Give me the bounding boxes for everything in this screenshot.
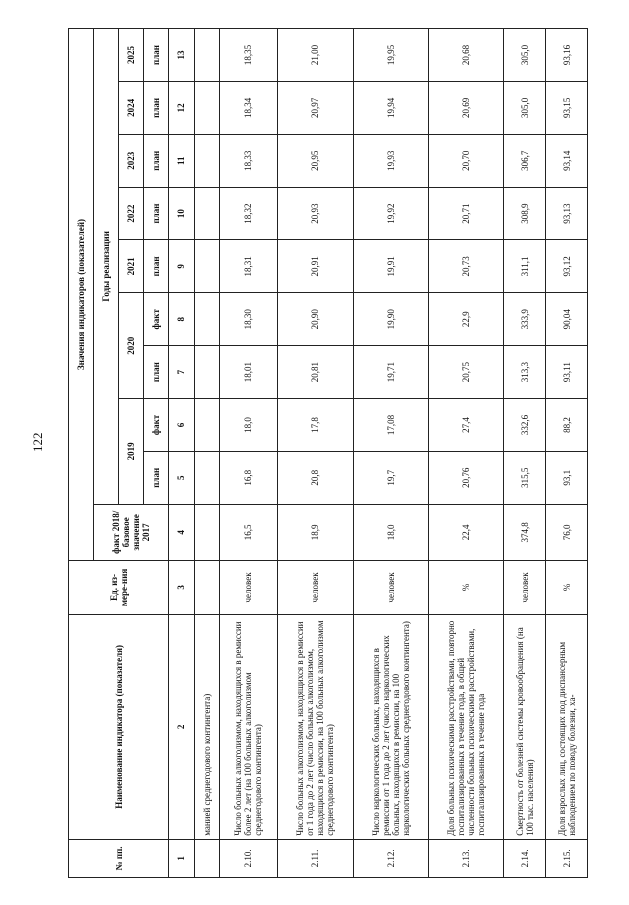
index-cell: 2 — [169, 614, 194, 839]
header-num: № пп. — [69, 839, 169, 877]
index-cell: 12 — [169, 81, 194, 134]
row-value: 19,71 — [353, 346, 428, 399]
row-number: 2.13. — [428, 839, 503, 877]
table-row — [428, 29, 503, 878]
row-indicator-name: Доля взрослых лиц, состоящих под диспансерным наблюдением по поводу болезни, ха- — [546, 614, 588, 839]
row-value: 306,7 — [504, 134, 546, 187]
row-value: 20,70 — [428, 134, 503, 187]
header-fact-base: факт 2018/базовое значение 2017 — [94, 504, 169, 560]
header-plan: план — [144, 29, 169, 82]
row-indicator-name: Число наркологических больных, находящихся в ремиссии от 1 года до 2 лет (число наркологических больных, находящихся в ремиссии, на 100 наркологических больных среднегодового контингента) — [353, 614, 428, 839]
row-value: 22,9 — [428, 293, 503, 346]
table-row — [278, 29, 353, 878]
row-value: 19,91 — [353, 240, 428, 293]
indicator-table-rotated — [68, 28, 588, 878]
row-value: 18,9 — [278, 504, 353, 560]
row-value: 18,31 — [219, 240, 278, 293]
row-value: 93,16 — [546, 29, 588, 82]
row-value: 93,15 — [546, 81, 588, 134]
row-value: 76,0 — [546, 504, 588, 560]
header-2022: 2022 — [119, 187, 144, 240]
row-number: 2.15. — [546, 839, 588, 877]
row-number: 2.11. — [278, 839, 353, 877]
row-value: 305,0 — [504, 81, 546, 134]
index-cell: 5 — [169, 451, 194, 504]
row-value: 27,4 — [428, 399, 503, 452]
index-cell: 8 — [169, 293, 194, 346]
index-cell: 3 — [169, 560, 194, 614]
table-row — [546, 29, 588, 878]
row-value: 19,94 — [353, 81, 428, 134]
row-value: 93,12 — [546, 240, 588, 293]
continuation-row — [194, 29, 219, 878]
row-unit: человек — [504, 560, 546, 614]
header-values: Значения индикаторов (показателей) — [69, 29, 94, 561]
index-cell: 10 — [169, 187, 194, 240]
row-indicator-name: Смертность от болезней системы кровообращения (на 100 тыс. населения) — [504, 614, 546, 839]
index-cell: 11 — [169, 134, 194, 187]
row-value: 374,8 — [504, 504, 546, 560]
index-cell: 6 — [169, 399, 194, 452]
row-indicator-name: Число больных алкоголизмом, находящихся в ремиссии от 1 года до 2 лет (число больных алкоголизмом, находящихся в ремиссии, на 100 больных алкоголизмом среднегодового контингента) — [278, 614, 353, 839]
header-plan: план — [144, 451, 169, 504]
row-value: 315,5 — [504, 451, 546, 504]
header-fact: факт — [144, 399, 169, 452]
row-value: 17,08 — [353, 399, 428, 452]
row-value: 21,00 — [278, 29, 353, 82]
row-number: 2.14. — [504, 839, 546, 877]
row-value: 313,3 — [504, 346, 546, 399]
header-plan: план — [144, 81, 169, 134]
row-value: 332,6 — [504, 399, 546, 452]
row-value: 19,90 — [353, 293, 428, 346]
row-value: 20,76 — [428, 451, 503, 504]
header-2021: 2021 — [119, 240, 144, 293]
row-value: 19,7 — [353, 451, 428, 504]
row-value: 20,81 — [278, 346, 353, 399]
row-value: 19,92 — [353, 187, 428, 240]
row-value: 20,73 — [428, 240, 503, 293]
row-value: 19,95 — [353, 29, 428, 82]
header-plan: план — [144, 134, 169, 187]
row-value: 20,71 — [428, 187, 503, 240]
row-value: 22,4 — [428, 504, 503, 560]
row-value: 20,75 — [428, 346, 503, 399]
index-cell: 4 — [169, 504, 194, 560]
header-2023: 2023 — [119, 134, 144, 187]
row-value: 18,0 — [353, 504, 428, 560]
row-value: 305,0 — [504, 29, 546, 82]
row-number: 2.10. — [219, 839, 278, 877]
header-2020: 2020 — [119, 293, 144, 399]
row-value: 16,5 — [219, 504, 278, 560]
row-value: 93,11 — [546, 346, 588, 399]
row-unit: человек — [278, 560, 353, 614]
row-value: 311,1 — [504, 240, 546, 293]
row-unit: человек — [353, 560, 428, 614]
row-value: 18,01 — [219, 346, 278, 399]
row-unit: человек — [219, 560, 278, 614]
header-years: Годы реализации — [94, 29, 119, 505]
header-2024: 2024 — [119, 81, 144, 134]
row-value: 93,14 — [546, 134, 588, 187]
row-value: 308,9 — [504, 187, 546, 240]
row-value: 20,97 — [278, 81, 353, 134]
header-fact: факт — [144, 293, 169, 346]
row-indicator-name: Число больных алкоголизмом, находящихся в ремиссии более 2 лет (на 100 больных алкоголизмом среднегодового контингента) — [219, 614, 278, 839]
row-number: 2.12. — [353, 839, 428, 877]
index-cell: 1 — [169, 839, 194, 877]
indicator-table — [68, 28, 588, 878]
header-unit: Ед. из-мере-ния — [69, 560, 169, 614]
row-value: 20,90 — [278, 293, 353, 346]
index-cell: 7 — [169, 346, 194, 399]
row-value: 18,34 — [219, 81, 278, 134]
index-cell: 13 — [169, 29, 194, 82]
row-value: 88,2 — [546, 399, 588, 452]
row-value: 333,9 — [504, 293, 546, 346]
continuation-text: манией среднегодового контингента) — [194, 614, 219, 839]
table-body — [219, 29, 587, 878]
header-2019: 2019 — [119, 399, 144, 505]
row-value: 18,35 — [219, 29, 278, 82]
row-value: 20,68 — [428, 29, 503, 82]
index-row — [169, 29, 194, 878]
header-plan: план — [144, 346, 169, 399]
header-2025: 2025 — [119, 29, 144, 82]
table-row — [219, 29, 278, 878]
row-value: 18,32 — [219, 187, 278, 240]
index-cell: 9 — [169, 240, 194, 293]
row-value: 18,0 — [219, 399, 278, 452]
row-unit: % — [546, 560, 588, 614]
row-value: 20,95 — [278, 134, 353, 187]
row-value: 20,91 — [278, 240, 353, 293]
table-row — [353, 29, 428, 878]
row-value: 18,33 — [219, 134, 278, 187]
row-value: 20,69 — [428, 81, 503, 134]
row-value: 19,93 — [353, 134, 428, 187]
header-name: Наименование индикатора (показателя) — [69, 614, 169, 839]
row-value: 18,30 — [219, 293, 278, 346]
row-value: 90,04 — [546, 293, 588, 346]
row-value: 20,8 — [278, 451, 353, 504]
row-indicator-name: Доля больных психическими расстройствами, повторно госпитализированных в течение года, в общей численности больных психическими расстройствами, госпитализированных в течение года — [428, 614, 503, 839]
row-value: 93,13 — [546, 187, 588, 240]
row-value: 93,1 — [546, 451, 588, 504]
row-unit: % — [428, 560, 503, 614]
header-plan: план — [144, 187, 169, 240]
table-row — [504, 29, 546, 878]
header-plan: план — [144, 240, 169, 293]
row-value: 17,8 — [278, 399, 353, 452]
page-number: 122 — [30, 432, 45, 452]
row-value: 20,93 — [278, 187, 353, 240]
row-value: 16,8 — [219, 451, 278, 504]
